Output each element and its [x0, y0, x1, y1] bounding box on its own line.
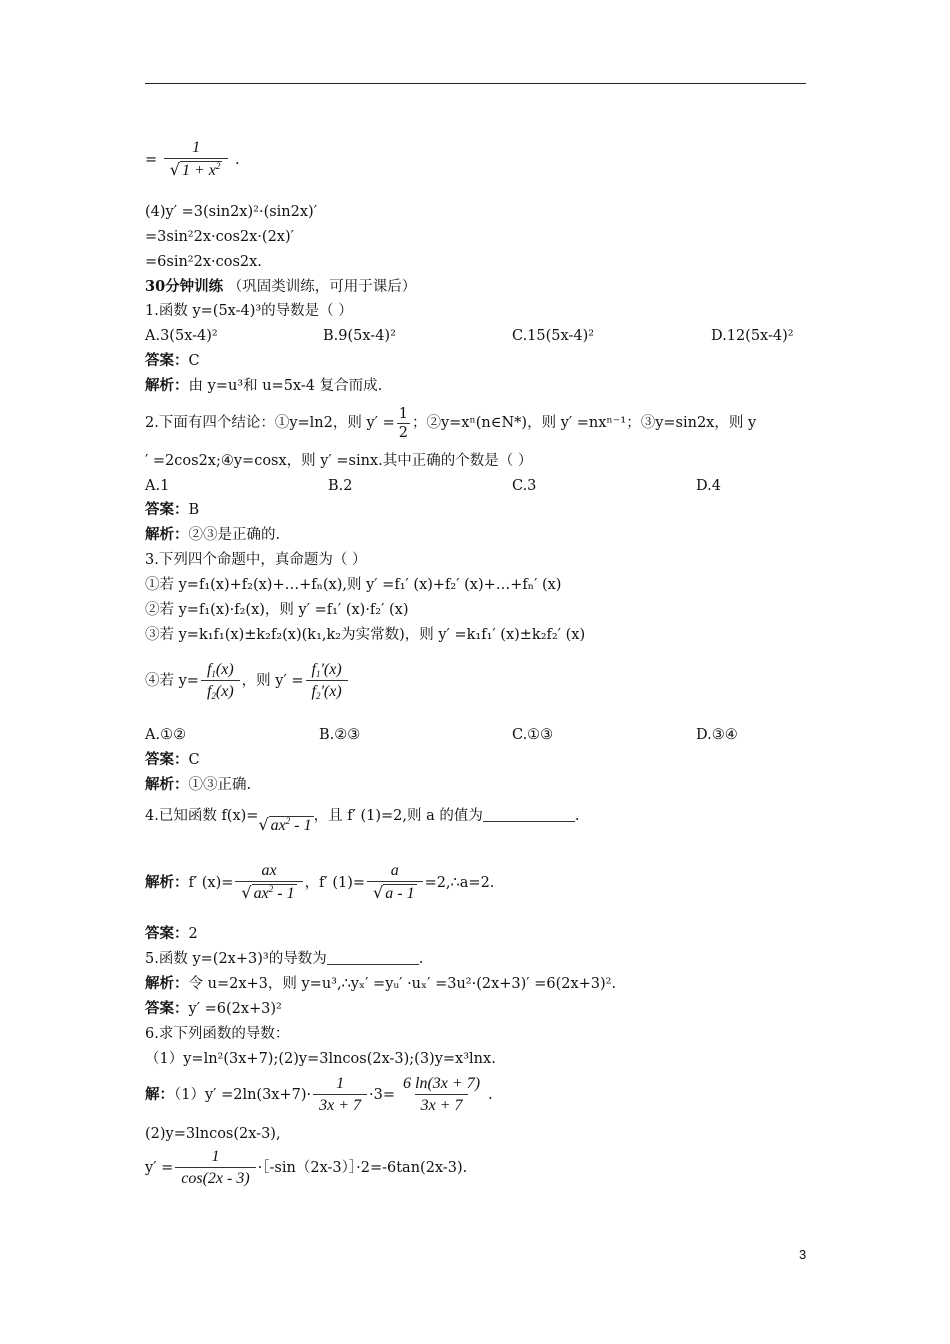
- solution-text-a: （1）y′ =2ln(3x+7)·: [174, 1087, 312, 1103]
- analysis-label: 解析：: [145, 776, 189, 793]
- radicand: ax: [253, 885, 269, 902]
- answer-value: 2: [188, 926, 198, 942]
- option-b: B.②③: [319, 727, 361, 743]
- answer-label: 答案：: [145, 352, 189, 369]
- fraction-1-over-cos: [175, 1147, 255, 1190]
- section-note: （巩固类训练，可用于课后）: [223, 279, 417, 295]
- period: .: [234, 152, 240, 168]
- num-f: f: [206, 660, 212, 678]
- option-a: A.1: [145, 478, 170, 494]
- answer-value: y′ =6(2x+3)²: [188, 1001, 282, 1017]
- proposition-4: [145, 656, 350, 706]
- q3-analysis: [145, 776, 251, 794]
- prop4-text-b: ，则 y′ =: [241, 673, 304, 689]
- option-c: C.3: [512, 478, 537, 494]
- answer-value: C: [188, 353, 200, 369]
- proposition-2: ②若 y=f₁(x)·f₂(x)，则 y′ =f₁′ (x)·f₂′ (x): [145, 602, 409, 618]
- proposition-1: ①若 y=f₁(x)+f₂(x)+…+fₙ(x),则 y′ =f₁′ (x)+f₂′ (x)+…+fₙ′ (x): [145, 577, 562, 593]
- question-4: [145, 798, 579, 844]
- analysis-text-a: f′ (x)=: [188, 875, 234, 891]
- analysis-label: 解析：: [145, 975, 189, 992]
- radicand-tail: - 1: [273, 885, 295, 902]
- answer-label: 答案：: [145, 751, 189, 768]
- q1-answer: [145, 352, 200, 370]
- solution-2-line: (2)y=3lncos(2x-3),: [145, 1126, 281, 1142]
- numerator: 1: [211, 1147, 220, 1165]
- q2-text-b: ；②y=xⁿ(n∈N*)，则 y′ =nxⁿ⁻¹；③y=sin2x，则 y: [411, 415, 757, 431]
- denominator: cos(2x - 3): [175, 1167, 255, 1190]
- q3-answer: [145, 751, 200, 769]
- q4-text-b: ，且 f′ (1)=2,则 a 的值为: [313, 808, 483, 824]
- denominator: [164, 158, 229, 182]
- derivative-line-5: =3sin²2x·cos2x·(2x)′: [145, 229, 294, 245]
- q1-options: [0, 327, 950, 345]
- answer-label: 答案：: [145, 925, 189, 942]
- den-sub: 2: [211, 690, 216, 701]
- fraction-f1p-over-f2p: [306, 660, 348, 703]
- q2-text-a: 2.下面有四个结论：①y=ln2，则 y′ =: [145, 415, 395, 431]
- analysis-label: 解析：: [145, 874, 189, 891]
- option-b: B.2: [328, 478, 353, 494]
- num-sub: 1: [211, 668, 216, 679]
- fraction-1-over-sqrt: [164, 138, 229, 182]
- analysis-text-c: =2,∴a=2.: [424, 875, 495, 891]
- fraction-a-over-sqrt: [367, 861, 423, 905]
- numerator: 1: [336, 1074, 345, 1092]
- q4-answer: [145, 925, 198, 943]
- den-f: f: [311, 682, 316, 700]
- sqrt-expression: [258, 807, 313, 844]
- radicand: 1 + x: [181, 162, 216, 179]
- solution-text-a: y′ =: [145, 1160, 174, 1176]
- answer-label: 答案：: [145, 1000, 189, 1017]
- num-f: f: [311, 660, 316, 678]
- exponent: 2: [268, 884, 274, 894]
- analysis-text: ①③正确.: [188, 777, 252, 793]
- numerator: 1: [192, 139, 201, 156]
- option-d: D.4: [696, 478, 721, 494]
- answer-blank: [483, 807, 575, 822]
- denominator: 2: [398, 424, 408, 441]
- analysis-label: 解析：: [145, 526, 189, 543]
- fraction-6ln-over-3x7: [397, 1074, 486, 1117]
- q3-options: [0, 726, 950, 744]
- num-sub: 1: [315, 668, 321, 679]
- answer-value: B: [188, 502, 200, 518]
- section-heading: 30分钟训练: [145, 278, 224, 295]
- denominator: 3x + 7: [313, 1094, 367, 1117]
- sqrt-icon: √: [258, 815, 269, 834]
- radicand: ax: [270, 817, 286, 834]
- sqrt-icon: √: [373, 883, 384, 902]
- question-2-cont: ′ =2cos2x;④y=cosx，则 y′ =sinx.其中正确的个数是（ ）: [145, 453, 533, 469]
- analysis-text: 令 u=2x+3，则 y=u³,∴yₓ′ =yᵤ′ ·uₓ′ =3u²·(2x+3)′ =6(2x+3)².: [188, 976, 617, 992]
- proposition-3: ③若 y=k₁f₁(x)±k₂f₂(x)(k₁,k₂为实常数)，则 y′ =k₁f₁′ (x)±k₂f₂′ (x): [145, 627, 586, 643]
- period: .: [418, 951, 424, 967]
- solution-label: 解：: [145, 1086, 174, 1103]
- question-3: 3.下列四个命题中，真命题为（ ）: [145, 552, 367, 568]
- den-tail: '(x): [320, 682, 342, 700]
- solution-text-b: ·［-sin（2x-3）］·2=-6tan(2x-3).: [257, 1160, 468, 1176]
- derivative-line-6: =6sin²2x·cos2x.: [145, 254, 262, 270]
- numerator: ax: [261, 862, 277, 879]
- q5-text: 5.函数 y=(2x+3)³的导数为: [145, 951, 327, 967]
- exponent: 2: [215, 161, 221, 171]
- answer-blank: [327, 950, 419, 965]
- num-tail: '(x): [320, 660, 342, 678]
- prop4-text-a: ④若 y=: [145, 673, 199, 689]
- solution-1: [145, 1072, 493, 1118]
- derivative-line-4: (4)y′ =3(sin2x)²·(sin2x)′: [145, 204, 317, 220]
- q4-text-a: 4.已知函数 f(x)=: [145, 808, 259, 824]
- page-number: 3: [799, 1247, 807, 1262]
- q1-analysis: [145, 377, 382, 395]
- numerator: a: [390, 862, 399, 879]
- sqrt-icon: √: [169, 160, 180, 179]
- q2-options: [0, 477, 950, 495]
- q5-analysis: [145, 975, 616, 993]
- fraction-1-over-3x7: [313, 1074, 367, 1117]
- q2-answer: [145, 501, 199, 519]
- exponent: 2: [285, 816, 291, 826]
- num-tail: (x): [215, 660, 234, 678]
- question-1: 1.函数 y=(5x-4)³的导数是（ ）: [145, 303, 353, 319]
- sqrt-icon: √: [241, 883, 252, 902]
- option-d: D.③④: [696, 727, 738, 743]
- radicand-tail: - 1: [290, 817, 312, 834]
- den-sub: 2: [315, 690, 321, 701]
- question-6-items: （1）y=ln²(3x+7);(2)y=3lncos(2x-3);(3)y=x³lnx.: [145, 1051, 496, 1067]
- q5-answer: [145, 1000, 282, 1018]
- fraction-ax-over-sqrt: [235, 861, 302, 905]
- numerator: 6 ln(3x + 7): [403, 1074, 481, 1092]
- period: .: [574, 808, 580, 824]
- q4-analysis: [145, 857, 494, 909]
- radicand: a - 1: [385, 885, 415, 902]
- q2-analysis: [145, 526, 280, 544]
- period: .: [488, 1087, 493, 1103]
- numerator: 1: [398, 405, 408, 422]
- fraction-f1-over-f2: [201, 660, 240, 703]
- section-title: [145, 278, 416, 296]
- den-tail: (x): [215, 682, 234, 700]
- option-c: C.15(5x-4)²: [512, 328, 595, 344]
- option-c: C.①③: [512, 727, 554, 743]
- question-6: 6.求下列函数的导数：: [145, 1026, 290, 1042]
- fraction-one-half: [397, 405, 410, 442]
- answer-label: 答案：: [145, 501, 189, 518]
- solution-text-b: ·3=: [369, 1087, 396, 1103]
- result-line: [145, 138, 240, 182]
- analysis-label: 解析：: [145, 377, 189, 394]
- analysis-text: ②③是正确的.: [188, 527, 281, 543]
- question-5: [145, 950, 423, 968]
- header-rule: [145, 83, 806, 84]
- answer-value: C: [188, 752, 200, 768]
- denominator: 3x + 7: [415, 1094, 469, 1117]
- analysis-text-b: ，f′ (1)=: [304, 875, 366, 891]
- den-f: f: [206, 682, 212, 700]
- option-a: A.①②: [145, 727, 187, 743]
- solution-2-derivative: [145, 1144, 467, 1192]
- option-a: A.3(5x-4)²: [145, 328, 218, 344]
- question-2: [145, 402, 756, 444]
- option-d: D.12(5x-4)²: [711, 328, 794, 344]
- analysis-text: 由 y=u³和 u=5x-4 复合而成.: [188, 378, 383, 394]
- equals-sign: =: [145, 152, 158, 168]
- option-b: B.9(5x-4)²: [323, 328, 396, 344]
